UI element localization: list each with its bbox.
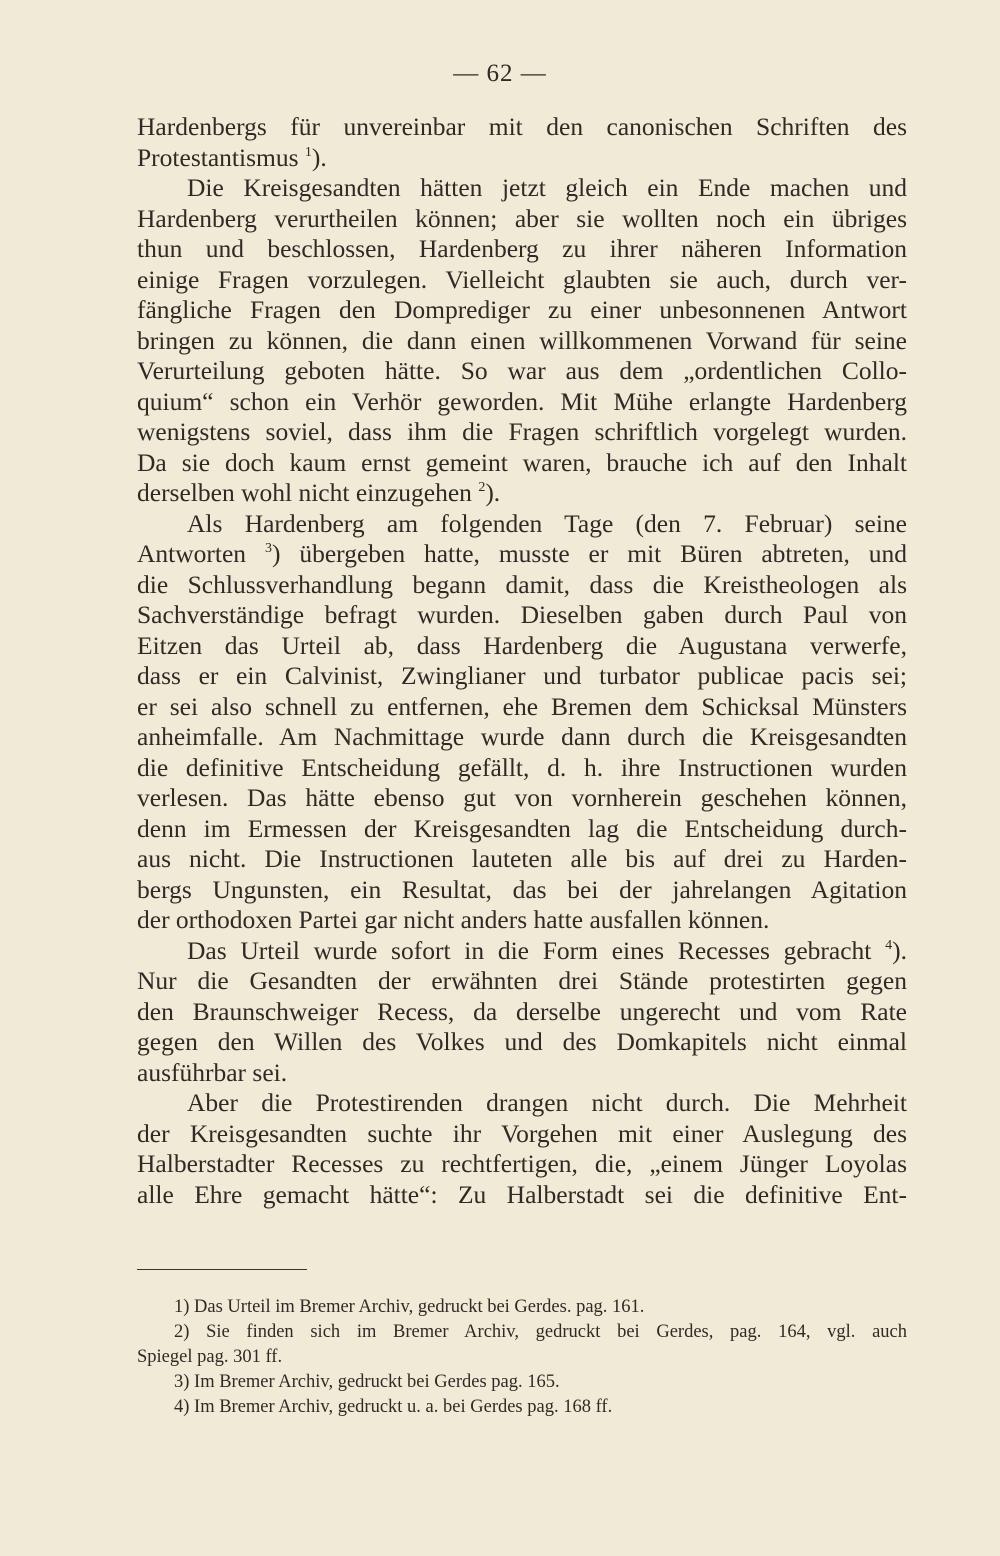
text-line: gegen den Willen des Volkes und des Domkapitels nicht einmal xyxy=(137,1027,907,1056)
footnote-mark: 2 xyxy=(478,480,486,495)
text-line: aus nicht. Die Instructionen lauteten alle bis auf drei zu Harden- xyxy=(137,844,907,873)
text-line: wenigstens soviel, dass ihm die Fragen schriftlich vorgelegt wurden. xyxy=(137,417,907,446)
text-line: denn im Ermessen der Kreisgesandten lag die Entscheidung durch- xyxy=(137,813,907,843)
text-line: ausführbar sei. xyxy=(137,1057,288,1087)
text-line: Protestantismus $^1$). xyxy=(137,142,327,172)
text-line: Als Hardenberg am folgenden Tage (den 7. Februar) seine xyxy=(187,508,907,538)
text-line: derselben wohl nicht einzugehen $^2$). xyxy=(137,478,501,507)
footnote-mark: 4 xyxy=(885,937,893,953)
text-line: dass er ein Calvinist, Zwinglianer und turbator publicae pacis sei; xyxy=(137,661,907,690)
text-line: den Braunschweiger Recess, da derselbe ungerecht und vom Rate xyxy=(137,996,907,1026)
text-line: Verurteilung geboten hätte. So war aus dem „ordentlichen Collo- xyxy=(137,356,907,385)
footnote-mark: 3 xyxy=(264,541,272,556)
text-line: die Schlussverhandlung begann damit, dass die Kreistheologen als xyxy=(137,569,907,599)
text-line: Sachverständige befragt wurden. Dieselben gaben durch Paul von xyxy=(137,600,907,629)
text-line: Hardenberg verurtheilen können; aber sie wollten noch ein übriges xyxy=(137,203,907,233)
text-line: bringen zu können, die dann einen willkommenen Vorwand für seine xyxy=(137,325,907,355)
text-line: thun und beschlossen, Hardenberg zu ihrer näheren Information xyxy=(137,234,907,263)
text-line: verlesen. Das hätte ebenso gut von vornherein geschehen können, xyxy=(137,783,907,812)
text-line: fängliche Fragen den Domprediger zu einer unbesonnenen Antwort xyxy=(137,295,907,324)
text-line: der orthodoxen Partei gar nicht anders hatte ausfallen können. xyxy=(137,905,770,934)
text-line: Nur die Gesandten der erwähnten drei Stände protestirten gegen xyxy=(137,966,907,995)
text-line: Antworten $^3$) übergeben hatte, musste er mit Büren abtreten, und xyxy=(137,539,908,568)
text-line: Da sie doch kaum ernst gemeint waren, brauche ich auf den Inhalt xyxy=(137,447,907,477)
page-number: — 62 — xyxy=(453,60,547,87)
text-line: Die Kreisgesandten hätten jetzt gleich ein Ende machen und xyxy=(187,173,907,202)
footnote: 4) Im Bremer Archiv, gedruckt u. a. bei Gerdes pag. 168 ff. xyxy=(174,1397,613,1417)
footnote-continuation: Spiegel pag. 301 ff. xyxy=(137,1347,283,1367)
footnote: 1) Das Urteil im Bremer Archiv, gedruckt bei Gerdes. pag. 161. xyxy=(174,1297,645,1317)
text-line: Das Urteil wurde sofort in die Form eines Recesses gebracht $^4$). xyxy=(187,935,908,965)
footnote-mark: 1 xyxy=(304,144,312,160)
text-line: alle Ehre gemacht hätte“: Zu Halberstadt sei die definitive Ent- xyxy=(137,1179,907,1209)
footnotes xyxy=(137,1295,907,1420)
text-line: quium“ schon ein Verhör geworden. Mit Mühe erlangte Hardenberg xyxy=(137,386,907,416)
text-line: Eitzen das Urteil ab, dass Hardenberg die Augustana verwerfe, xyxy=(137,630,907,660)
body-text xyxy=(137,112,907,1210)
text-line: Aber die Protestirenden drangen nicht durch. Die Mehrheit xyxy=(187,1088,907,1117)
text-line: anheimfalle. Am Nachmittage wurde dann durch die Kreisgesandten xyxy=(137,722,907,751)
text-line: bergs Ungunsten, ein Resultat, das bei der jahrelangen Agitation xyxy=(137,874,907,904)
text-line: die definitive Entscheidung gefällt, d. h. ihre Instructionen wurden xyxy=(137,752,907,782)
footnote: 2) Sie finden sich im Bremer Archiv, gedruckt bei Gerdes, pag. 164, vgl. auch xyxy=(174,1322,907,1342)
text-line: Hardenbergs für unvereinbar mit den canonischen Schriften des xyxy=(137,112,907,141)
text-line: einige Fragen vorzulegen. Vielleicht glaubten sie auch, durch ver- xyxy=(137,264,907,294)
text-line: der Kreisgesandten suchte ihr Vorgehen mit einer Auslegung des xyxy=(137,1118,907,1148)
footnote: 3) Im Bremer Archiv, gedruckt bei Gerdes pag. 165. xyxy=(174,1372,560,1392)
text-line: er sei also schnell zu entfernen, ehe Bremen dem Schicksal Münsters xyxy=(137,691,907,721)
footnote-divider xyxy=(137,1269,307,1270)
text-line: Halberstadter Recesses zu rechtfertigen, die, „einem Jünger Loyolas xyxy=(137,1149,907,1178)
